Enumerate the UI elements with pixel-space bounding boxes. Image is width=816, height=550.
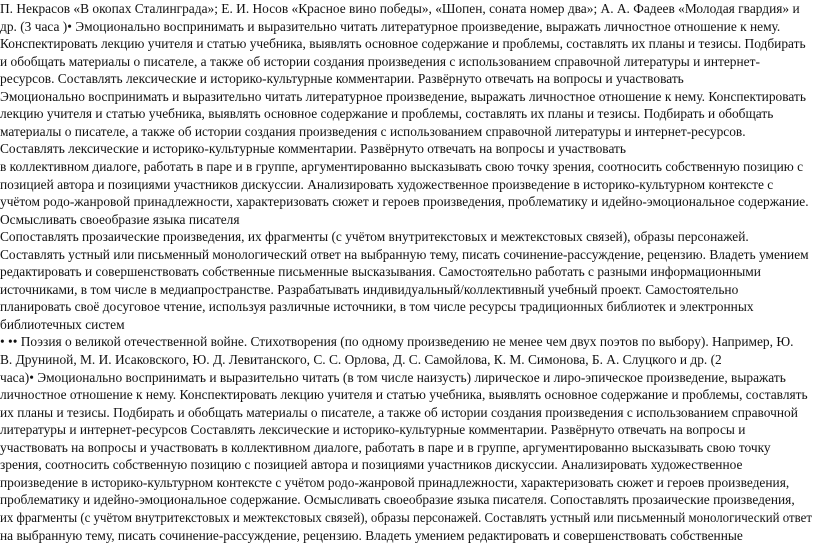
text-line: проблематику и идейно-эмоциональное содержание. Осмысливать своеобразие языка писателя. Сопоставлять прозаические произведения, <box>0 492 795 508</box>
text-line: их планы и тезисы. Подбирать и обобщать материалы о писателе, а также об истории создания произведения с использованием справочной <box>0 404 798 420</box>
text-line: в коллективном диалоге, работать в паре и в группе, аргументированно высказывать свою точку зрения, соотносить собственную позицию с <box>0 158 804 174</box>
text-line: участвовать на вопросы и участвовать в коллективном диалоге, работать в паре и в группе, аргументированно высказывать свою точку <box>0 439 771 455</box>
text-line: • •• Поэзия о великой отечественной войне. Стихотворения (по одному произведению не менее чем двух поэтов по выбору). Например, Ю. <box>0 334 794 350</box>
text-line: библиотечных систем <box>0 316 125 332</box>
text-line: Составлять лексические и историко-культурные комментарии. Развёрнуто отвечать на вопросы и участвовать <box>0 141 626 157</box>
text-line: зрения, соотносить собственную позицию с позицией автора и позициями участников дискуссии. Анализировать художественное <box>0 457 743 473</box>
text-line: позицией автора и позициями участников дискуссии. Анализировать художественное произведение в историко-культурном контексте с <box>0 176 774 192</box>
text-line: Эмоционально воспринимать и выразительно читать литературное произведение, выражать личностное отношение к нему. Конспектировать <box>0 88 806 104</box>
text-line: литературы и интернет-ресурсов Составлять лексические и историко-культурные комментарии. Развёрнуто отвечать на вопросы и <box>0 422 746 438</box>
text-line: учётом родо-жанровой принадлежности, характеризовать сюжет и героев произведения, проблематику и идейно-эмоциональное содержание. <box>0 194 809 210</box>
text-line: лекцию учителя и статью учебника, выявлять основное содержание и проблемы, составлять их планы и тезисы. Подбирать и обобщать <box>0 106 774 122</box>
text-line: личностное отношение к нему. Конспектировать лекцию учителя и статью учебника, выявлять основное содержание и проблемы, составлять <box>0 387 808 403</box>
text-line: источниками, в том числе в медиапространстве. Разрабатывать индивидуальный/коллективный учебный проект. Самостоятельно <box>0 281 739 297</box>
text-line: Сопоставлять прозаические произведения, их фрагменты (с учётом внутритекстовых и межтекстовых связей), образы персонажей. <box>0 229 749 245</box>
text-line: планировать своё досуговое чтение, используя различные источники, в том числе ресурсы традиционных библиотек и электронных <box>0 299 754 315</box>
text-line: редактировать и совершенствовать собственные письменные высказывания. Самостоятельно работать с разными информационными <box>0 264 761 280</box>
text-line: и обобщать материалы о писателе, а также об истории создания произведения с использованием справочной литературы и интернет- <box>0 53 760 69</box>
text-line: часа)• Эмоционально воспринимать и выразительно читать (в том числе наизусть) лирическое и лиро-эпическое произведение, выражать <box>0 369 786 385</box>
text-line: В. Друниной, М. И. Исаковского, Ю. Д. Левитанского, С. С. Орлова, Д. С. Самойлова, К. М. Симонова, Б. А. Слуцкого и др. (2 <box>0 352 722 367</box>
text-line: на выбранную тему, писать сочинение-рассуждение, рецензию. Владеть умением редактировать и совершенствовать собственные <box>0 527 743 543</box>
text-line: др. (3 часа )• Эмоционально воспринимать и выразительно читать литературное произведение, выражать личностное отношение к нему. <box>0 18 781 34</box>
text-line: их фрагменты (с учётом внутритекстовых и межтекстовых связей), образы персонажей. Составлять устный или письменный монологический ответ <box>0 509 812 525</box>
text-line: П. Некрасов «В окопах Сталинграда»; Е. И. Носов «Красное вино победы», «Шопен, соната номер два»; А. А. Фадеев «Молодая гвардия» и <box>0 1 800 16</box>
text-line: Составлять устный или письменный монологический ответ на выбранную тему, писать сочинение-рассуждение, рецензию. Владеть умением <box>0 246 809 262</box>
text-line: материалы о писателе, а также об истории создания произведения с использованием справочной литературы и интернет-ресурсов. <box>0 123 746 139</box>
text-line: произведение в историко-культурном контексте с учётом родо-жанровой принадлежности, характеризовать сюжет и героев произведения, <box>0 474 790 490</box>
text-line: Осмысливать своеобразие языка писателя <box>0 211 240 227</box>
text-line: ресурсов. Составлять лексические и историко-культурные комментарии. Развёрнуто отвечать на вопросы и участвовать <box>0 71 684 87</box>
text-line: Конспектировать лекцию учителя и статью учебника, выявлять основное содержание и проблемы, составлять их планы и тезисы. Подбирать <box>0 36 806 52</box>
